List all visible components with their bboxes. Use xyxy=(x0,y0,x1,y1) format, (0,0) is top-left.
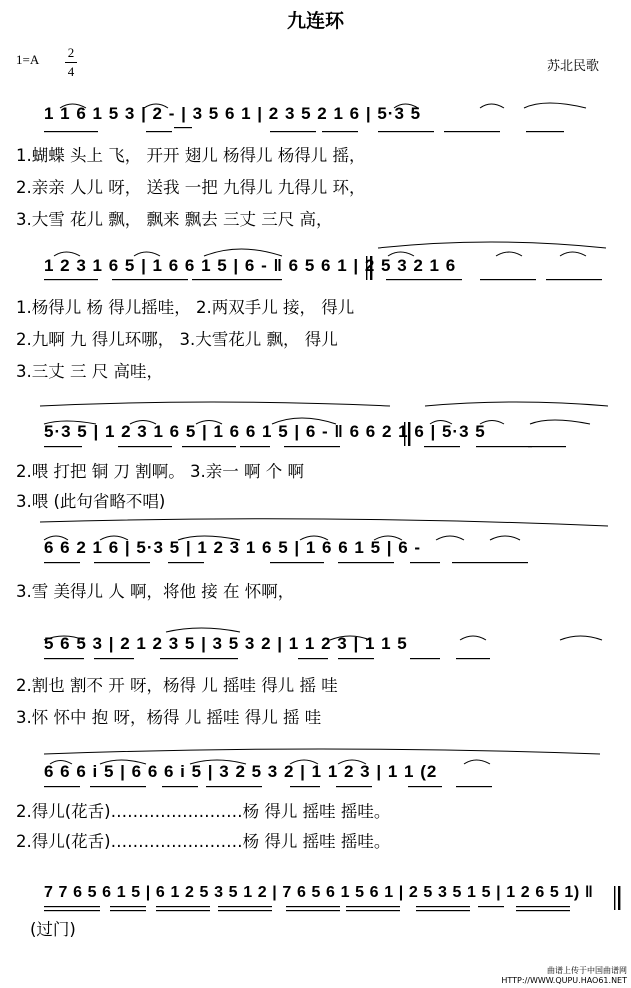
system-2-lyric-1: 1.杨得儿 杨 得儿摇哇， 2.两双手儿 接， 得儿 xyxy=(16,298,355,317)
system-5-notes: 5 6 5 3 | 2 1 2 3 5 | 3 5 3 2 | 1 1 2 3 | 1 1 5 xyxy=(44,634,408,653)
song-origin: 苏北民歌 xyxy=(546,59,599,74)
system-1-lyric-2: 2.亲亲 人儿 呀， 送我 一把 九得儿 九得儿 环， xyxy=(16,178,366,197)
system-5-lyric-2: 3.怀 怀中 抱 呀，杨得 儿 摇哇 得儿 摇 哇 xyxy=(16,708,322,727)
system-2-notes: 1 2 3 1 6 5 | 1 6 6 1 5 | 6 - ‖ 6 5 6 1 | 2 5 3 2 1 6 xyxy=(44,256,457,275)
system-6-notes: 6 6 6 i 5 | 6 6 6 i 5 | 3 2 5 3 2 | 1 1 2 3 | 1 1 (2 xyxy=(44,762,438,781)
system-5-lyric-1: 2.割也 割不 开 呀，杨得 儿 摇哇 得儿 摇 哇 xyxy=(16,676,338,695)
system-1-lyric-3: 3.大雪 花儿 飘， 飘来 飘去 三丈 三尺 高， xyxy=(16,210,333,229)
system-2-lyric-3: 3.三丈 三 尺 高哇， xyxy=(16,362,163,381)
system-4-notes: 6 6 2 1 6 | 5·3 5 | 1 2 3 1 6 5 | 1 6 6 1 5 | 6 - xyxy=(44,538,422,557)
system-7-notes: 7 7 6 5 6 1 5 | 6 1 2 5 3 5 1 2 | 7 6 5 6 1 5 6 1 | 2 5 3 5 1 5 | 1 2 6 5 1) ‖ xyxy=(44,884,594,901)
page-title: 九连环 xyxy=(286,10,344,32)
site-credit xyxy=(501,966,627,986)
time-signature-top: 2 xyxy=(67,45,75,60)
system-4-lyric-1: 3.雪 美得儿 人 啊，将他 接 在 怀啊， xyxy=(16,582,295,601)
system-6-lyric-1: 2.得儿(花舌)……………………杨 得儿 摇哇 摇哇。 xyxy=(16,802,391,821)
key-signature: 1=A xyxy=(16,52,40,67)
system-3-lyric-2: 3.喂 (此句省略不唱) xyxy=(16,492,166,511)
site-credit-line-1: 曲谱上传于中国曲谱网 xyxy=(547,966,627,975)
interlude-label: (过门) xyxy=(30,920,76,939)
system-2-lyric-2: 2.九啊 九 得儿环哪， 3.大雪花儿 飘， 得儿 xyxy=(16,330,338,349)
system-3-notes: 5·3 5 | 1 2 3 1 6 5 | 1 6 6 1 5 | 6 - ‖ 6 6 2 1 6 | 5·3 5 xyxy=(44,422,486,441)
system-1-notes: 1 1 6 1 5 3 | 2 - | 3 5 6 1 | 2 3 5 2 1 6 | 5·3 5 xyxy=(44,104,422,123)
time-signature-bottom: 4 xyxy=(67,64,75,79)
system-6-lyric-2: 2.得儿(花舌)……………………杨 得儿 摇哇 摇哇。 xyxy=(16,832,391,851)
system-3-lyric-1: 2.喂 打把 铜 刀 割啊。 3.亲一 啊 个 啊 xyxy=(16,462,304,481)
system-1-lyric-1: 1.蝴蝶 头上 飞， 开开 翅儿 杨得儿 杨得儿 摇， xyxy=(16,146,366,165)
site-credit-line-2: HTTP://WWW.QUPU.HAO61.NET xyxy=(501,976,627,985)
